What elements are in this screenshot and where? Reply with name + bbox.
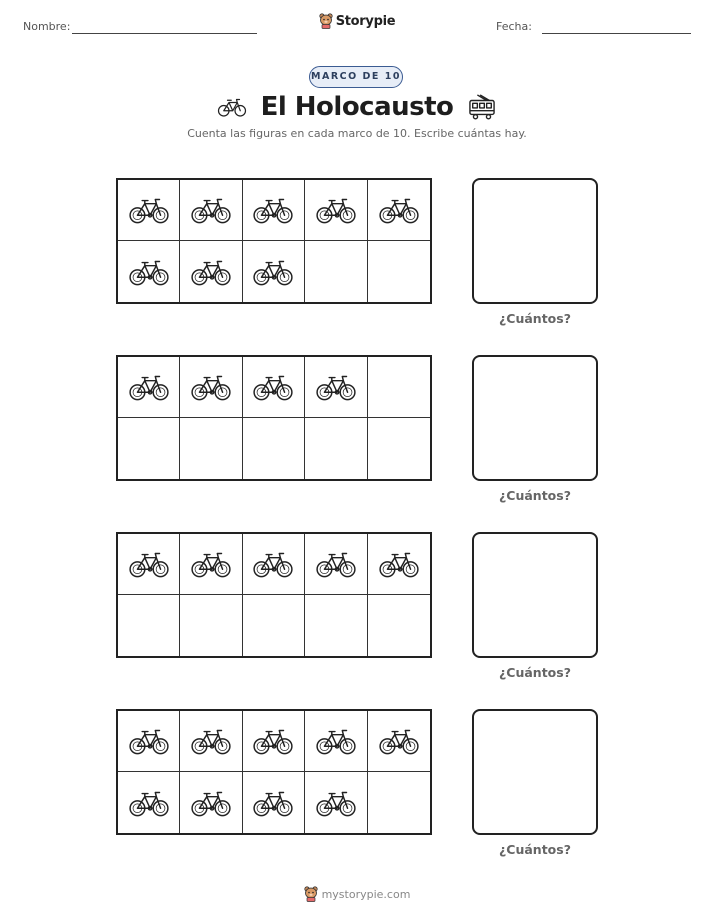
frame-cell [305,241,367,302]
frame-cell [118,357,180,418]
frame-cell [180,534,242,595]
frame-cell [243,595,305,656]
date-label: Fecha: [496,20,532,33]
frame-cell [243,772,305,833]
title-row [0,92,714,122]
frame-cell [243,241,305,302]
answer-box-2[interactable] [472,355,598,481]
frame-cell [368,241,430,302]
bicycle-icon [315,372,357,402]
bicycle-icon [190,372,232,402]
worksheet-type-badge: MARCO DE 10 [309,66,403,88]
frame-cell [118,418,180,479]
bicycle-icon [128,195,170,225]
page-title: El Holocausto [260,92,454,122]
bicycle-icon [190,195,232,225]
frame-cell [368,418,430,479]
date-line[interactable] [542,33,691,34]
frame-cell [118,772,180,833]
ten-frame-1 [116,178,432,304]
frame-cell [118,711,180,772]
frame-cell [180,711,242,772]
answer-label-3: ¿Cuántos? [499,665,571,680]
tram-icon [467,94,497,120]
name-line[interactable] [72,33,257,34]
bicycle-icon [252,549,294,579]
bicycle-icon [190,549,232,579]
brand-name: Storypie [335,13,396,29]
answer-box-4[interactable] [472,709,598,835]
bicycle-icon [190,257,232,287]
frame-cell [305,772,367,833]
bicycle-icon [128,257,170,287]
ten-frame-2 [116,355,432,481]
answer-label-2: ¿Cuántos? [499,488,571,503]
brand [0,13,714,33]
bicycle-icon [252,372,294,402]
frame-cell [368,711,430,772]
answer-label-4: ¿Cuántos? [499,842,571,857]
bicycle-icon [252,726,294,756]
storypie-logo-icon [319,13,333,29]
bicycle-icon [128,372,170,402]
bicycle-icon [252,257,294,287]
bicycle-icon [252,195,294,225]
frame-cell [368,534,430,595]
frame-cell [368,357,430,418]
bicycle-icon [378,549,420,579]
instructions: Cuenta las figuras en cada marco de 10. Escribe cuántas hay. [187,127,527,140]
frame-cell [305,418,367,479]
footer-url[interactable]: mystorypie.com [321,887,411,901]
bicycle-icon [128,726,170,756]
answer-box-3[interactable] [472,532,598,658]
storypie-logo-icon [304,886,318,902]
name-label: Nombre: [23,20,71,33]
bicycle-icon [378,195,420,225]
bicycle-icon [378,726,420,756]
frame-cell [368,180,430,241]
bicycle-icon [128,549,170,579]
frame-cell [305,180,367,241]
bicycle-icon [128,788,170,818]
frame-cell [368,595,430,656]
frame-cell [243,711,305,772]
frame-cell [180,418,242,479]
frame-cell [243,534,305,595]
frame-cell [305,357,367,418]
answer-box-1[interactable] [472,178,598,304]
frame-cell [243,418,305,479]
frame-cell [180,357,242,418]
frame-cell [368,772,430,833]
frame-cell [118,241,180,302]
frame-cell [118,180,180,241]
frame-cell [243,357,305,418]
frame-cell [305,534,367,595]
bicycle-icon [190,726,232,756]
answer-label-1: ¿Cuántos? [499,311,571,326]
ten-frame-3 [116,532,432,658]
frame-cell [180,595,242,656]
footer [0,886,714,906]
frame-cell [118,534,180,595]
bicycle-icon [315,726,357,756]
ten-frame-4 [116,709,432,835]
frame-cell [180,180,242,241]
bicycle-icon [252,788,294,818]
frame-cell [118,595,180,656]
bicycle-icon [315,195,357,225]
bicycle-icon [315,788,357,818]
frame-cell [180,241,242,302]
bicycle-icon [217,96,247,118]
bicycle-icon [190,788,232,818]
frame-cell [305,595,367,656]
frame-cell [180,772,242,833]
frame-cell [243,180,305,241]
bicycle-icon [315,549,357,579]
frame-cell [305,711,367,772]
